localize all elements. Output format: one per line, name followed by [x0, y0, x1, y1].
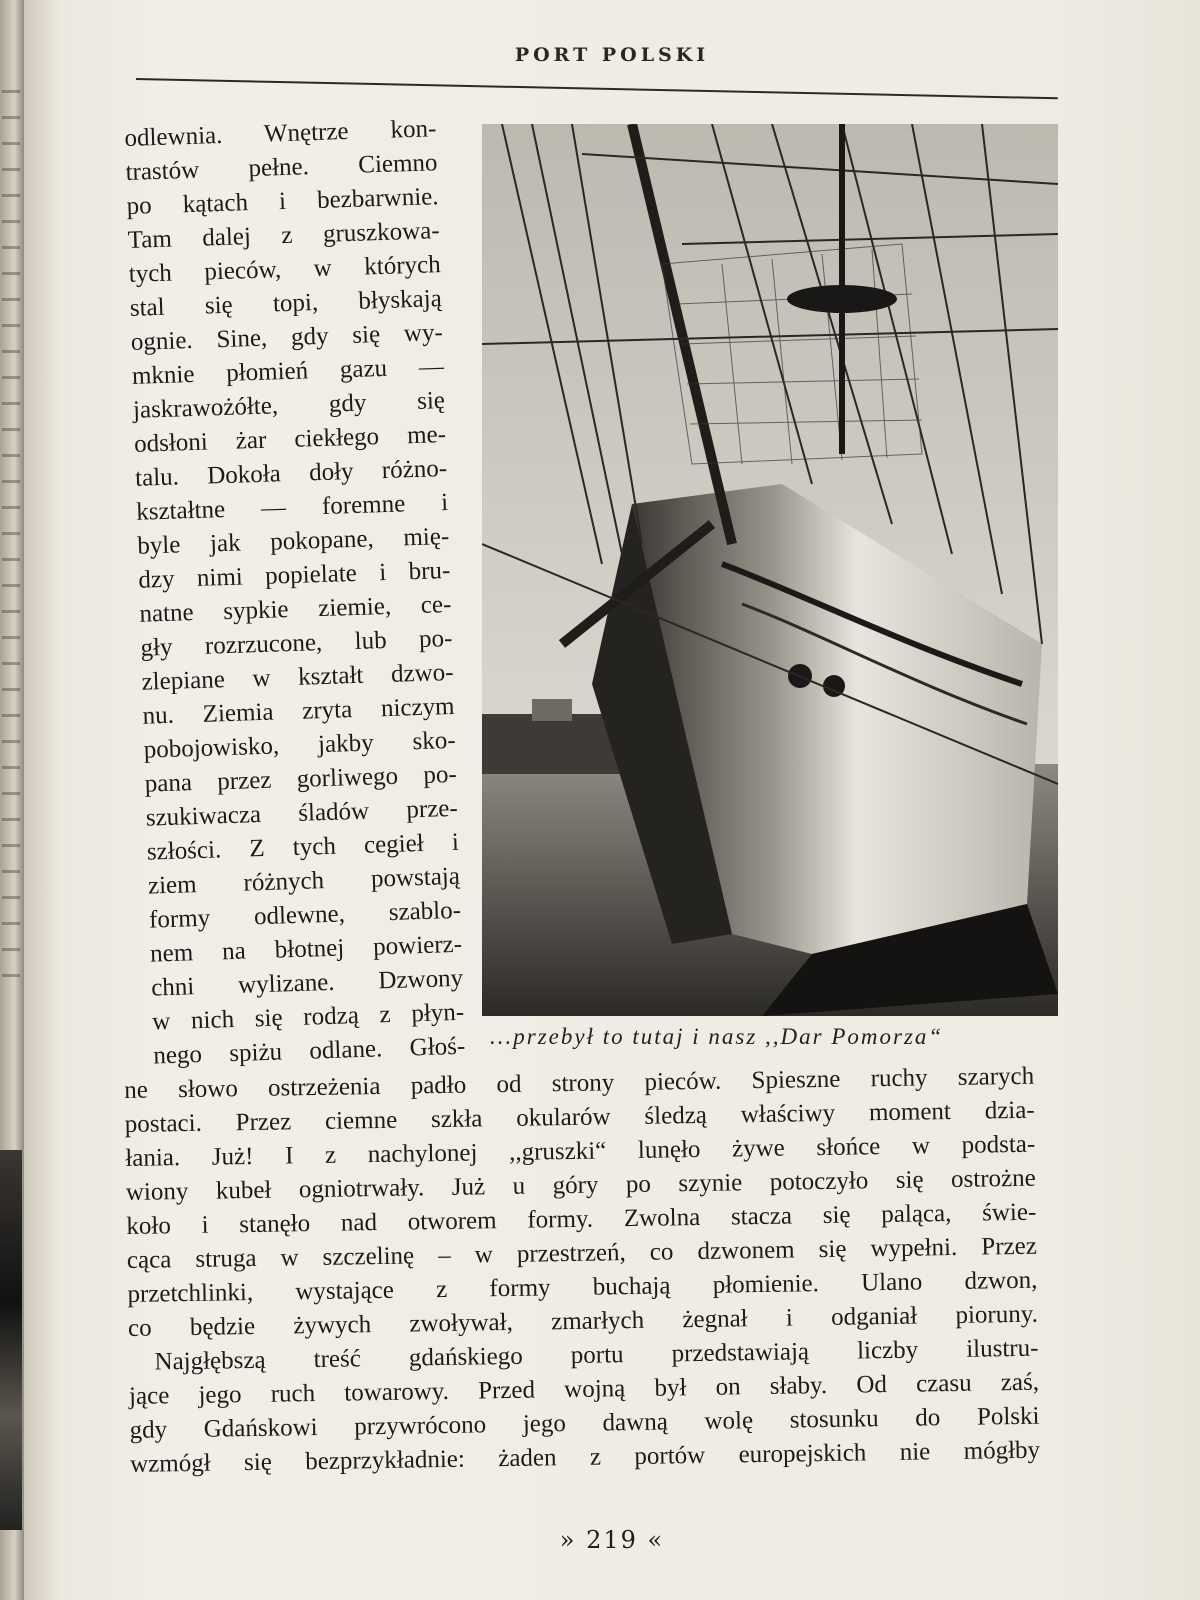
column-text-line: odsłoni żar ciekłego me-: [133, 421, 447, 458]
column-text-line: szłości. Z tych cegieł i: [146, 828, 460, 866]
column-text-line: chni wylizane. Dzwony: [150, 964, 464, 1002]
running-head: PORT POLSKI: [514, 44, 710, 66]
column-text-line: nem na błotnej powierz-: [149, 930, 463, 968]
body-text-line: ne słowo ostrzeżenia padło od strony pieców. Spieszne ruchy szarych: [124, 1062, 1035, 1104]
column-text-line: byle jak pokopane, mię-: [136, 522, 450, 560]
ship-photo-illustration: [482, 124, 1058, 1016]
narrow-text-column: [124, 112, 484, 1074]
body-text-line: przetchlinki, wystające z formy buchają płomienie. Ulano dzwon,: [127, 1266, 1038, 1308]
column-text-line: formy odlewne, szablo-: [148, 896, 462, 934]
column-text-line: ziem różnych powstają: [147, 862, 461, 900]
column-text-line: mknie płomień gazu —: [131, 353, 445, 390]
column-text-line: gły rozrzucone, lub po-: [140, 624, 453, 662]
column-text-line: stal się topi, błyskają: [129, 285, 443, 322]
body-text-line: Najgłębszą treść gdańskiego portu przedstawiają liczby ilustru-: [154, 1334, 1039, 1376]
photo-caption: ...przebył to tutaj i nasz ,,Dar Pomorza“: [490, 1024, 944, 1049]
column-text-line: nego spiżu odlane. Głoś-: [152, 1032, 466, 1070]
column-text-line: Tam dalej z gruszkowa-: [127, 217, 440, 254]
column-text-line: pana przez gorliwego po-: [144, 760, 458, 798]
body-text-line: łania. Już! I z nachylonej ,,gruszki“ lunęło żywe słońce w podsta-: [125, 1130, 1036, 1172]
body-text-line: cąca struga w szczelinę – w przestrzeń, co dzwonem się wypełni. Przez: [126, 1232, 1038, 1274]
column-text-line: po kątach i bezbarwnie.: [126, 183, 439, 220]
full-width-text-block: [124, 1059, 1060, 1482]
column-text-line: pobojowisko, jakby sko-: [143, 726, 457, 764]
column-text-line: dzy nimi popielate i bru-: [137, 556, 451, 594]
column-text-line: ognie. Sine, gdy się wy-: [130, 319, 444, 356]
column-text-line: jaskrawożółte, gdy się: [132, 387, 446, 424]
body-text-line: jące jego ruch towarowy. Przed wojną był on słaby. Od czasu zaś,: [128, 1368, 1040, 1410]
column-text-line: odlewnia. Wnętrze kon-: [124, 115, 437, 152]
previous-page-edge: [0, 0, 24, 1600]
column-text-line: trastów pełne. Ciemno: [125, 149, 438, 186]
header-rule: [136, 78, 1058, 99]
page-number: » 219 «: [559, 1526, 665, 1554]
body-text-line: postaci. Przez ciemne szkła okularów śledzą właściwy moment dzia-: [124, 1096, 1035, 1138]
column-text-line: nu. Ziemia zryta niczym: [142, 692, 455, 730]
column-text-line: szukiwacza śladów prze-: [145, 794, 459, 832]
column-text-line: natne sypkie ziemie, ce-: [139, 590, 452, 628]
column-text-line: tych pieców, w których: [128, 251, 442, 288]
column-text-line: kształtne — foremne i: [135, 489, 449, 526]
column-text-line: w nich się rodzą z płyn-: [151, 998, 465, 1036]
column-text-line: zlepiane w kształt dzwo-: [141, 658, 454, 696]
previous-page-photo-edge: [0, 1150, 22, 1530]
ship-photograph: [482, 124, 1058, 1016]
body-text-line: koło i stanęło nad otworem formy. Zwolna stacza się paląca, świe-: [126, 1198, 1037, 1240]
previous-page-text-edge: [2, 90, 20, 990]
book-page: [24, 0, 1200, 1600]
body-text-line: co będzie żywych zwoływał, zmarłych żegnał i odganiał pioruny.: [127, 1300, 1039, 1342]
body-text-line: wiony kubeł ogniotrwały. Już u góry po szynie potoczyło się ostrożne: [125, 1164, 1036, 1206]
body-text-line: wzmógł się bezprzykładnie: żaden z portów europejskich nie mógłby: [129, 1436, 1041, 1478]
body-text-line: gdy Gdańskowi przywrócono jego dawną wolę stosunku do Polski: [129, 1402, 1040, 1444]
column-text-line: talu. Dokoła doły różno-: [134, 455, 448, 492]
